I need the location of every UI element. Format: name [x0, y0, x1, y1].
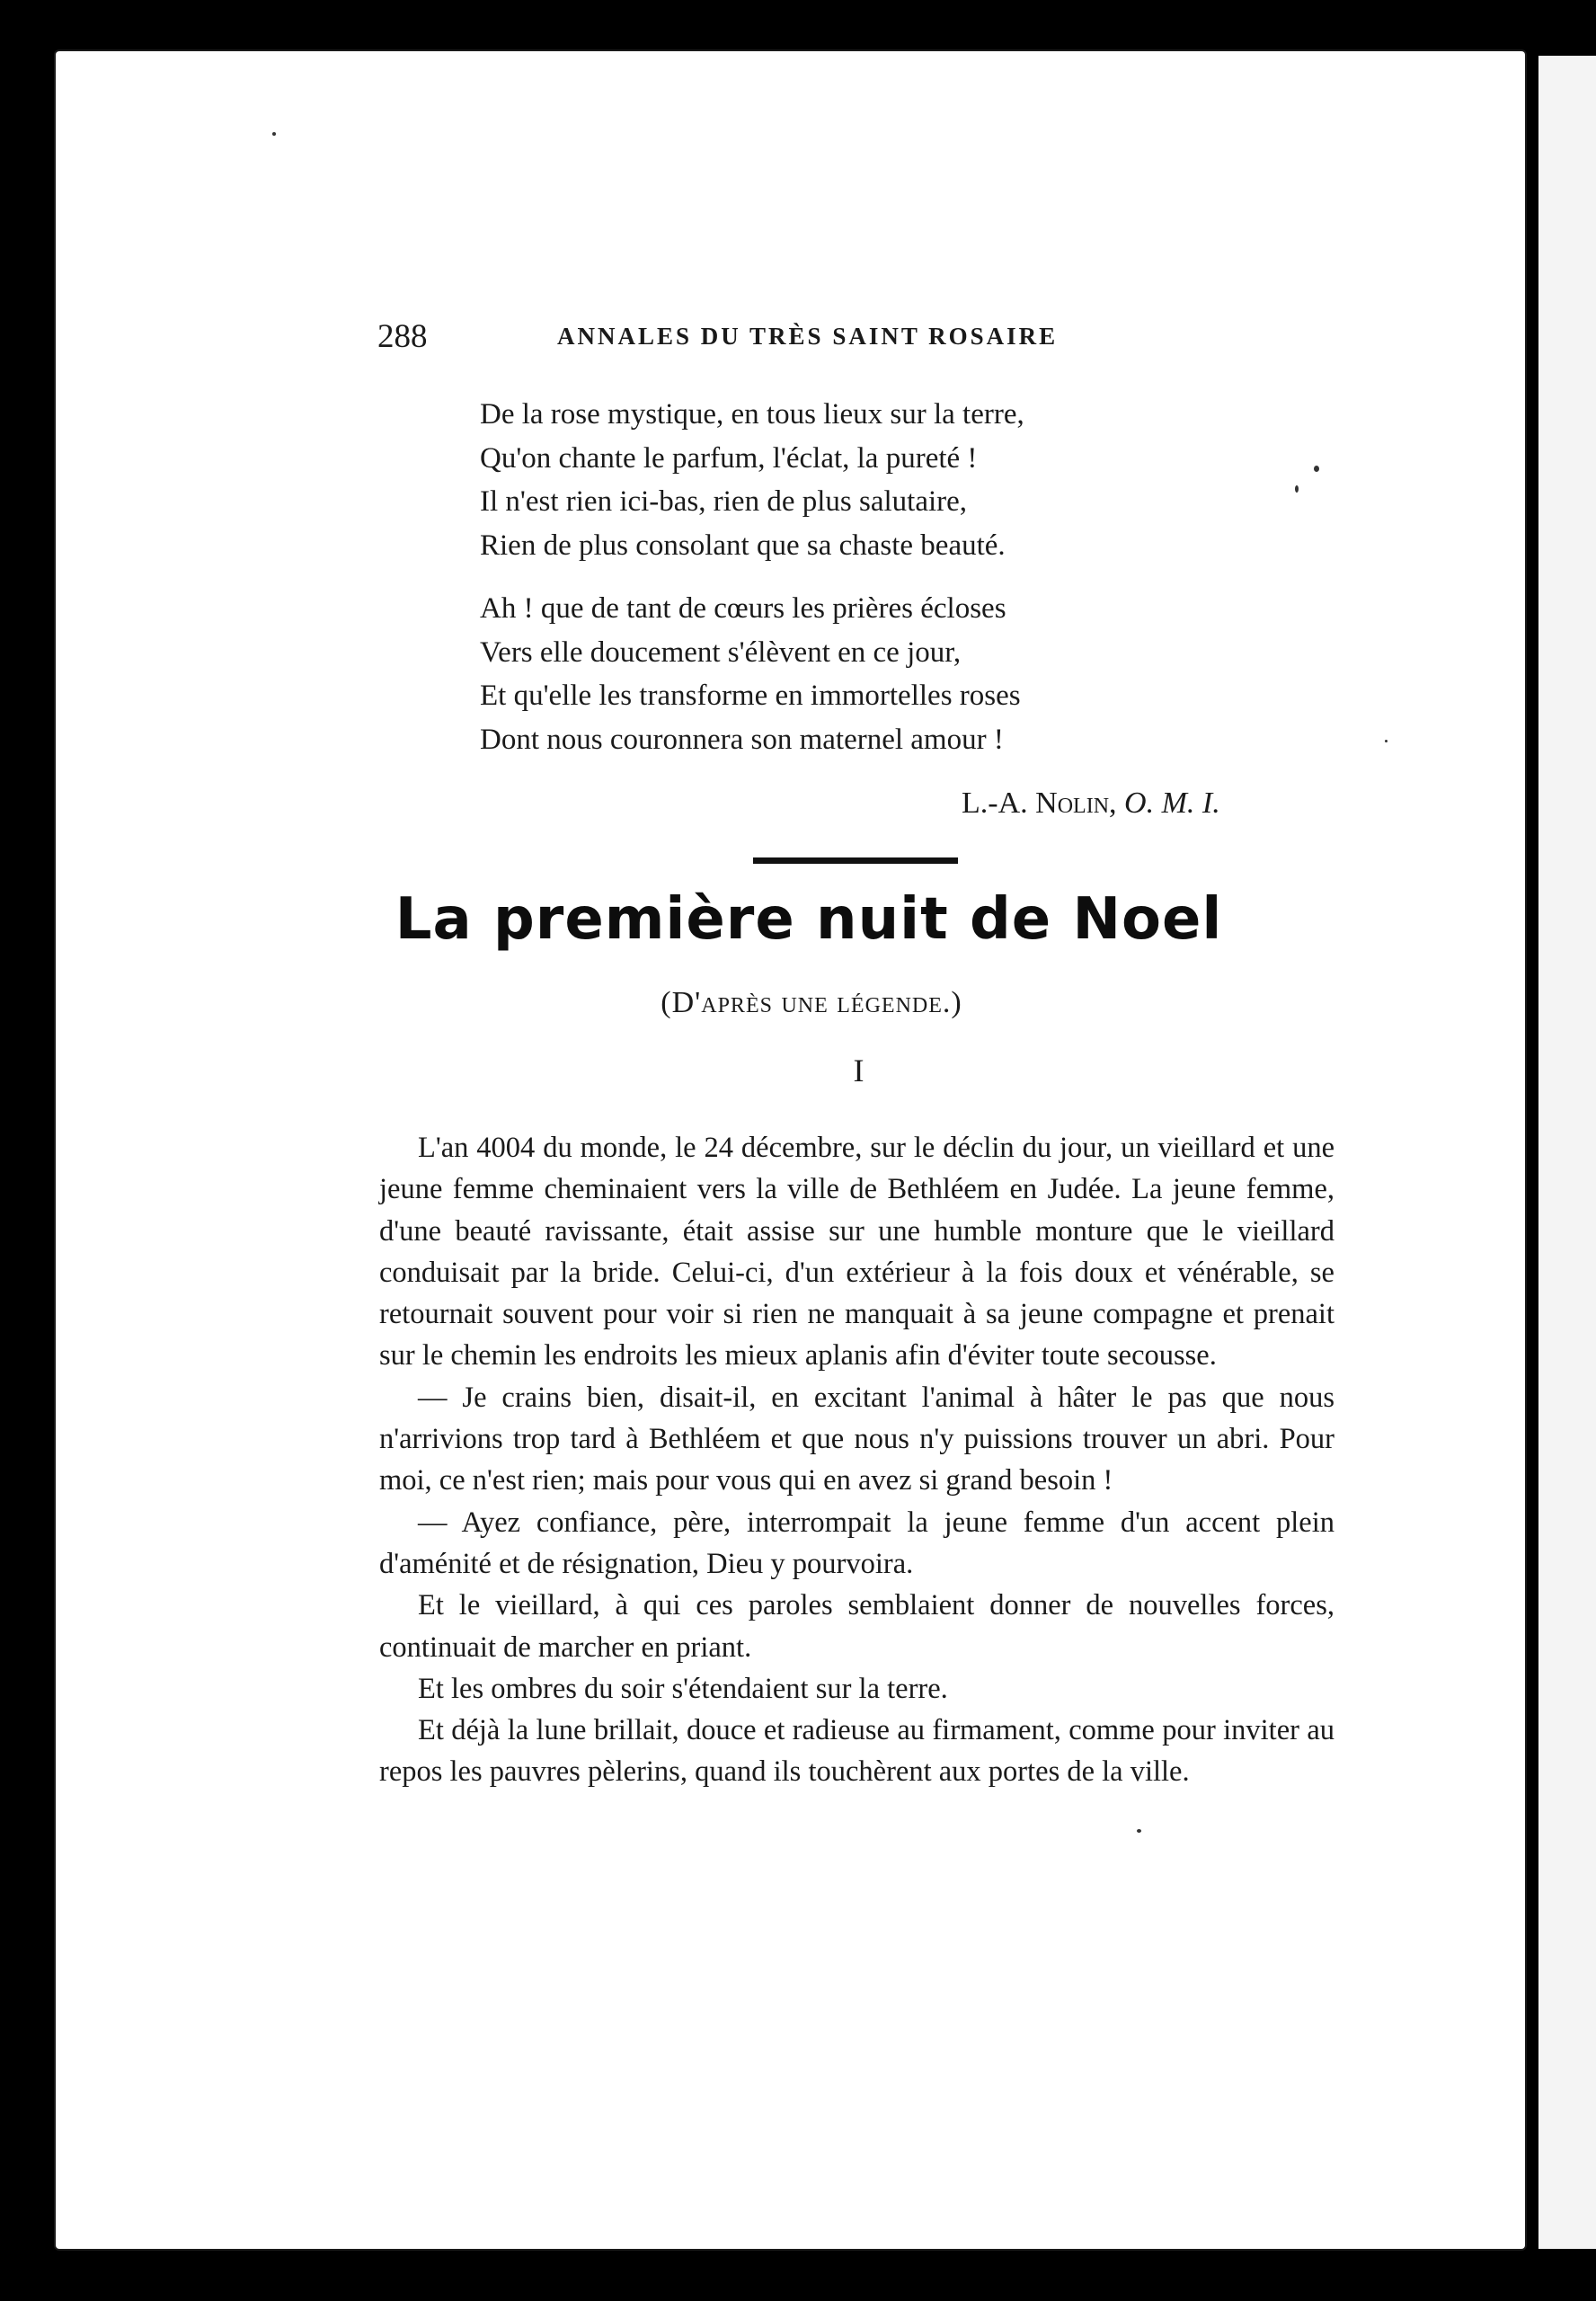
journal-title: ANNALES DU TRÈS SAINT ROSAIRE — [557, 323, 1059, 350]
poem-stanza-2 — [480, 587, 1217, 761]
paragraph: — Ayez confiance, père, interrompait la jeune femme d'un accent plein d'aménité et de résignation, Dieu y pourvoira. — [379, 1506, 1334, 1580]
section-number: I — [853, 1053, 864, 1088]
poem-verse: Et qu'elle les transforme en immortelles roses — [480, 680, 1021, 712]
poem-verse: Rien de plus consolant que sa chaste beauté. — [480, 529, 1006, 562]
facing-page-edge — [1538, 56, 1596, 2249]
signature-surname: Nolin — [1035, 786, 1110, 820]
poem-verse: De la rose mystique, en tous lieux sur la terre, — [480, 398, 1024, 431]
paragraph: Et les ombres du soir s'étendaient sur la terre. — [418, 1672, 948, 1705]
poem — [480, 393, 1217, 781]
paragraph: Et le vieillard, à qui ces paroles semblaient donner de nouvelles forces, continuait de marcher en priant. — [379, 1589, 1334, 1664]
poem-verse: Dont nous couronnera son maternel amour ! — [480, 723, 1004, 756]
article-body — [379, 1127, 1334, 1793]
page-number: 288 — [377, 318, 428, 355]
poem-verse: Qu'on chante le parfum, l'éclat, la pureté ! — [480, 441, 978, 475]
signature-initials: L.-A. — [962, 786, 1028, 820]
poem-verse: Il n'est rien ici-bas, rien de plus salutaire, — [480, 485, 968, 518]
article-subtitle: (D'après une légende.) — [661, 986, 962, 1019]
running-head — [377, 317, 1132, 362]
paragraph: L'an 4004 du monde, le 24 décembre, sur le déclin du jour, un vieillard et une jeune femme cheminaient vers la ville de Bethléem en Judée. La jeune femme, d'une beauté ravissante, était assise sur une humble monture que le vieillard conduisait par la bride. Celui-ci, d'un extérieur à la fois doux et vénérable, se retournait souvent pour voir si rien ne manquait à sa jeune compagne et prenait sur le chemin les endroits les mieux aplanis afin d'éviter toute secousse. — [379, 1132, 1334, 1373]
poem-verse: Ah ! que de tant de cœurs les prières écloses — [480, 592, 1006, 625]
poem-signature: L.-A. Nolin, O. M. I. — [962, 786, 1220, 820]
signature-order: O. M. I. — [1124, 786, 1220, 820]
poem-stanza-1 — [480, 393, 1217, 567]
paragraph: — Je crains bien, disait-il, en excitant l'animal à hâter le pas que nous n'arrivions trop tard à Bethléem et que nous n'y puissions trouver un abri. Pour moi, ce n'est rien; mais pour vous qui en avez si grand besoin ! — [379, 1381, 1334, 1497]
paragraph: Et déjà la lune brillait, douce et radieuse au firmament, comme pour inviter au repos les pauvres pèlerins, quand ils touchèrent aux portes de la ville. — [379, 1714, 1334, 1789]
article-title: La première nuit de Noel — [395, 886, 1223, 953]
poem-verse: Vers elle doucement s'élèvent en ce jour, — [480, 635, 962, 669]
section-divider — [753, 857, 958, 864]
